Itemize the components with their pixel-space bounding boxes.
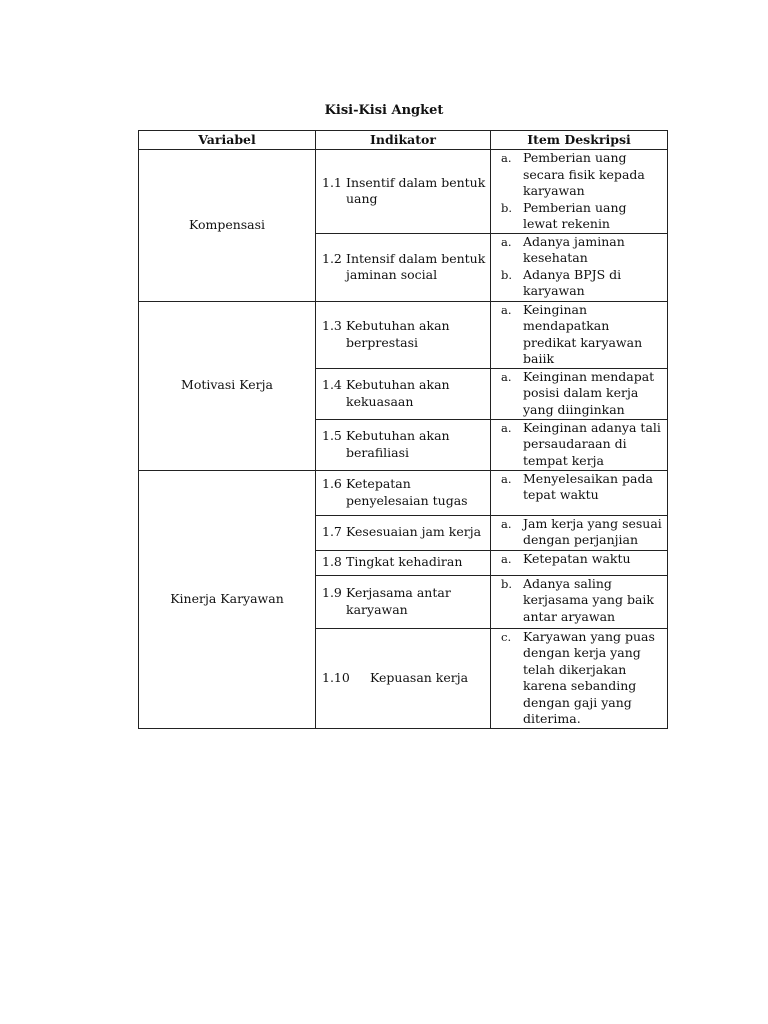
- indicator-text: Kesesuaian jam kerja: [346, 524, 482, 540]
- list-item: [491, 150, 667, 200]
- indicator-cell: [316, 470, 491, 515]
- item-marker: a.: [501, 369, 512, 384]
- list-item: [491, 629, 667, 728]
- indicator-text: Kepuasan kerja: [370, 669, 469, 685]
- item-marker: a.: [501, 516, 512, 531]
- item-cell: [491, 628, 668, 728]
- item-text: Keinginan mendapat posisi dalam kerja yang diinginkan: [523, 368, 655, 417]
- item-marker: c.: [501, 629, 512, 644]
- item-text: Pemberian uang secara fisik kepada karyawan: [523, 150, 645, 198]
- item-text: Adanya jaminan kesehatan: [523, 233, 625, 265]
- list-item: [491, 369, 667, 419]
- item-text: Pemberian uang lewat rekenin: [523, 199, 627, 231]
- indicator-cell: [316, 368, 491, 419]
- item-marker: a.: [501, 420, 512, 435]
- table-row: [139, 150, 668, 234]
- item-marker: a.: [501, 471, 512, 486]
- variable-cell: Kinerja Karyawan: [139, 470, 316, 728]
- item-text: Ketepatan waktu: [523, 550, 631, 566]
- indicator-cell: [316, 301, 491, 368]
- indicator-cell: [316, 419, 491, 470]
- item-marker: b.: [501, 267, 513, 282]
- indicator-cell: [316, 233, 491, 301]
- indicator-number: 1.8: [322, 554, 342, 570]
- header-indikator: Indikator: [316, 131, 491, 150]
- indicator-text: Kebutuhan akan berprestasi: [346, 318, 450, 350]
- indicator-text: Tingkat kehadiran: [346, 554, 463, 570]
- indicator-cell: [316, 515, 491, 550]
- indicator-number: 1.4: [322, 377, 342, 392]
- indicator-number: 1.1: [322, 174, 342, 190]
- header-variabel: Variabel: [139, 131, 316, 150]
- table-row: [139, 470, 668, 515]
- item-text: Karyawan yang puas dengan kerja yang telah dikerjakan karena sebanding dengan gaji yang diterima.: [523, 628, 655, 726]
- variable-cell: Motivasi Kerja: [139, 301, 316, 470]
- item-marker: a.: [501, 551, 512, 566]
- indicator-cell: [316, 150, 491, 234]
- indicator-text: Kerjasama antar karyawan: [346, 585, 451, 617]
- indicator-number: 1.10: [322, 669, 350, 685]
- indicator-text: Ketepatan penyelesaian tugas: [346, 476, 468, 508]
- item-marker: a.: [501, 302, 512, 317]
- indicator-number: 1.3: [322, 318, 342, 333]
- item-cell: [491, 368, 668, 419]
- list-item: [491, 267, 667, 300]
- list-item: [491, 551, 667, 568]
- item-cell: [491, 470, 668, 515]
- indicator-number: 1.6: [322, 476, 342, 491]
- item-cell: [491, 301, 668, 368]
- item-text: Adanya saling kerjasama yang baik antar aryawan: [523, 575, 654, 624]
- table-row: [139, 301, 668, 368]
- header-item-deskripsi: Item Deskripsi: [491, 131, 668, 150]
- indicator-text: Intensif dalam bentuk jaminan social: [346, 250, 486, 282]
- indicator-cell: [316, 628, 491, 728]
- document-title: Kisi-Kisi Angket: [324, 103, 444, 118]
- list-item: [491, 234, 667, 267]
- item-cell: [491, 419, 668, 470]
- list-item: [491, 576, 667, 626]
- item-marker: b.: [501, 200, 513, 215]
- indicator-text: Kebutuhan akan berafiliasi: [346, 428, 450, 460]
- item-cell: [491, 515, 668, 550]
- item-text: Jam kerja yang sesuai dengan perjanjian: [523, 515, 662, 547]
- item-text: Menyelesaikan pada tepat waktu: [523, 470, 653, 502]
- indicator-cell: [316, 550, 491, 575]
- indicator-cell: [316, 575, 491, 628]
- item-marker: a.: [501, 151, 512, 165]
- indicator-text: Insentif dalam bentuk uang: [346, 174, 486, 207]
- item-marker: a.: [501, 234, 512, 249]
- item-cell: [491, 150, 668, 234]
- item-text: Keinginan mendapatkan predikat karyawan baiik: [523, 301, 643, 366]
- item-text: Adanya BPJS di karyawan: [523, 266, 622, 298]
- item-text: Keinginan adanya tali persaudaraan di tempat kerja: [523, 419, 661, 468]
- indicator-number: 1.7: [322, 524, 342, 540]
- indicator-number: 1.9: [322, 585, 342, 600]
- list-item: [491, 302, 667, 368]
- variable-cell: Kompensasi: [139, 150, 316, 302]
- list-item: [491, 516, 667, 549]
- indicator-number: 1.2: [322, 250, 342, 266]
- header-row: [139, 131, 668, 150]
- item-marker: b.: [501, 576, 513, 591]
- item-cell: [491, 550, 668, 575]
- item-cell: [491, 233, 668, 301]
- indicator-number: 1.5: [322, 428, 342, 443]
- item-cell: [491, 575, 668, 628]
- indicator-text: Kebutuhan akan kekuasaan: [346, 377, 450, 409]
- list-item: [491, 200, 667, 233]
- list-item: [491, 471, 667, 504]
- questionnaire-grid-table: [138, 130, 668, 729]
- list-item: [491, 420, 667, 470]
